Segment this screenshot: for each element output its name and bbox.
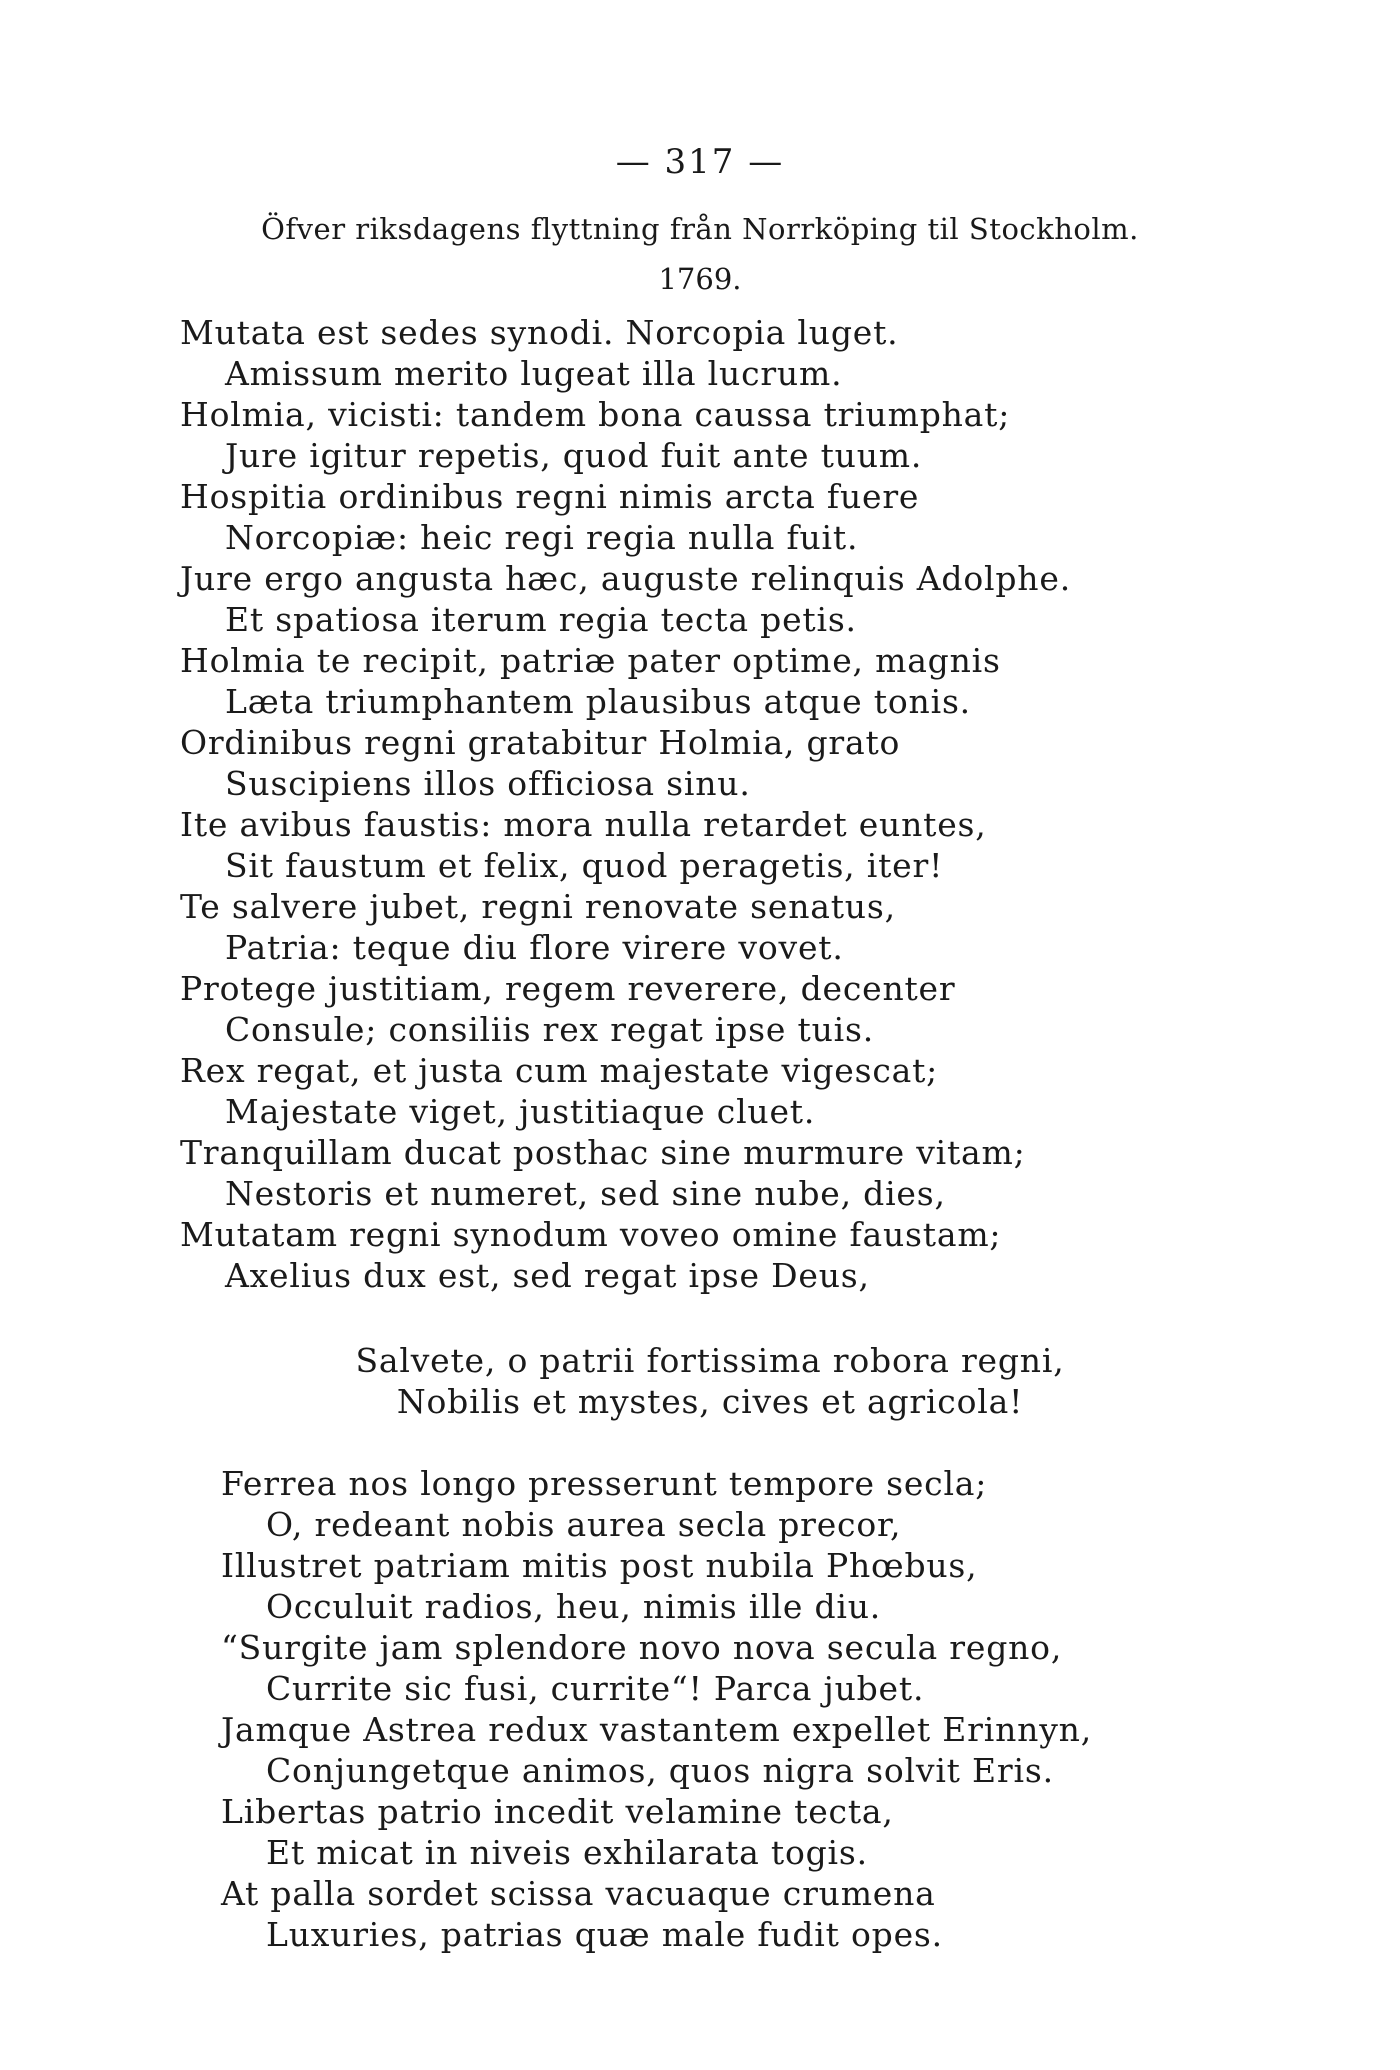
- verse-line: Jamque Astrea redux vastantem expellet Erinnyn,: [221, 1710, 1092, 1749]
- verse-line: Læta triumphantem plausibus atque tonis.: [225, 682, 971, 721]
- verse-line: Luxuries, patrias quæ male fudit opes.: [266, 1915, 943, 1954]
- verse-line: Holmia, vicisti: tandem bona caussa triumphat;: [180, 395, 1011, 434]
- verse-line: Libertas patrio incedit velamine tecta,: [221, 1792, 894, 1831]
- verse-line: Mutata est sedes synodi. Norcopia luget.: [180, 313, 899, 352]
- verse-line: O, redeant nobis aurea secla precor,: [266, 1505, 902, 1544]
- verse-line: Patria: teque diu flore virere vovet.: [225, 928, 844, 967]
- verse-line: Occuluit radios, heu, nimis ille diu.: [266, 1587, 882, 1626]
- poem-year: 1769.: [658, 262, 742, 296]
- verse-line: Amissum merito lugeat illa lucrum.: [225, 354, 843, 393]
- salutation-line: Nobilis et mystes, cives et agricola!: [396, 1382, 1024, 1421]
- verse-line: Mutatam regni synodum voveo omine faustam;: [180, 1215, 1002, 1254]
- page-number: — 317 —: [615, 142, 785, 182]
- verse-line: “Surgite jam splendore novo nova secula regno,: [221, 1628, 1063, 1667]
- verse-line: Jure igitur repetis, quod fuit ante tuum.: [225, 436, 923, 475]
- verse-line: Holmia te recipit, patriæ pater optime, magnis: [180, 641, 1001, 680]
- verse-line: Nestoris et numeret, sed sine nube, dies,: [225, 1174, 946, 1213]
- verse-line: Sit faustum et felix, quod peragetis, iter!: [225, 846, 944, 885]
- verse-line: Et spatiosa iterum regia tecta petis.: [225, 600, 857, 639]
- verse-line: Ite avibus faustis: mora nulla retardet euntes,: [180, 805, 987, 844]
- verse-line: Te salvere jubet, regni renovate senatus,: [180, 887, 896, 926]
- verse-line: At palla sordet scissa vacuaque crumena: [221, 1874, 936, 1913]
- verse-line: Suscipiens illos officiosa sinu.: [225, 764, 751, 803]
- verse-line: Jure ergo angusta hæc, auguste relinquis Adolphe.: [180, 559, 1071, 598]
- verse-line: Norcopiæ: heic regi regia nulla fuit.: [225, 518, 859, 557]
- verse-line: Majestate viget, justitiaque cluet.: [225, 1092, 816, 1131]
- verse-line: Et micat in niveis exhilarata togis.: [266, 1833, 868, 1872]
- salutation-couplet: [0, 1340, 1400, 1422]
- verse-line: Rex regat, et justa cum majestate vigescat;: [180, 1051, 939, 1090]
- verse-line: Ferrea nos longo presserunt tempore secla;: [221, 1464, 988, 1503]
- verse-line: Hospitia ordinibus regni nimis arcta fuere: [180, 477, 920, 516]
- verse-line: Ordinibus regni gratabitur Holmia, grato: [180, 723, 901, 762]
- verse-line: Illustret patriam mitis post nubila Phœbus,: [221, 1546, 978, 1585]
- verse-line: Tranquillam ducat posthac sine murmure vitam;: [180, 1133, 1026, 1172]
- verse-line: Currite sic fusi, currite“! Parca jubet.: [266, 1669, 925, 1708]
- poem-stanza-one: [180, 312, 1300, 1296]
- verse-line: Axelius dux est, sed regat ipse Deus,: [225, 1256, 870, 1295]
- verse-line: Consule; consiliis rex regat ipse tuis.: [225, 1010, 875, 1049]
- verse-line: Conjungetque animos, quos nigra solvit Eris.: [266, 1751, 1054, 1790]
- poem-stanza-two: [221, 1463, 1341, 1955]
- verse-line: Protege justitiam, regem reverere, decenter: [180, 969, 956, 1008]
- poem-title: Öfver riksdagens flyttning från Norrköping til Stockholm.: [261, 212, 1139, 246]
- salutation-line: Salvete, o patrii fortissima robora regni,: [355, 1341, 1065, 1380]
